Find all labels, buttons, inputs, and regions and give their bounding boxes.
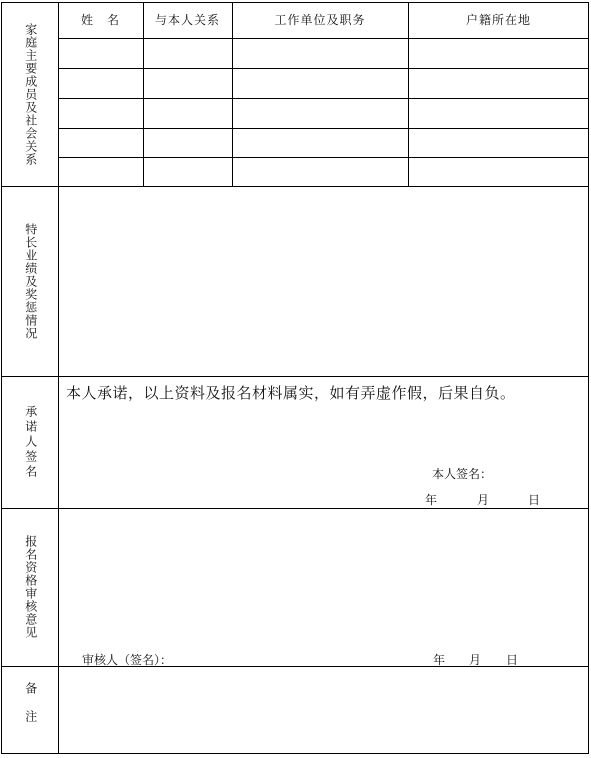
column-header-relation (143, 2, 232, 37)
signature-label: 本人签名： (432, 467, 493, 481)
remarks-section-label-text: 备注 (23, 681, 38, 738)
reviewer-signature-label: 审核人（签名）： (82, 653, 173, 667)
column-header-name-text: 姓 名 (80, 13, 120, 27)
family-row-divider (58, 128, 589, 129)
review-date-day: 日 (506, 653, 519, 667)
column-header-residence (408, 2, 589, 37)
family-section-label-text: 家庭主要成员及社会关系 (23, 22, 38, 166)
commitment-statement: 本人承诺，以上资料及报名材料属实，如有弄虚作假，后果自负。 (66, 384, 516, 402)
family-section-label (1, 2, 59, 186)
commitment-date-day: 日 (528, 493, 541, 507)
border-bottom (1, 753, 589, 754)
remarks-section-label (1, 666, 59, 753)
commitment-section-label-text: 承诺人签名 (23, 404, 38, 480)
family-row-divider (58, 38, 589, 39)
section-divider (1, 508, 589, 509)
commitment-date-month: 月 (477, 493, 490, 507)
review-date-month: 月 (469, 653, 482, 667)
commitment-date-year: 年 (425, 493, 438, 507)
border-right (588, 2, 589, 754)
review-date-year: 年 (433, 653, 446, 667)
column-header-relation-text: 与本人关系 (154, 13, 220, 27)
family-row-divider (58, 68, 589, 69)
review-section-label (1, 508, 59, 666)
column-header-employer-text: 工作单位及职务 (274, 13, 366, 27)
specialty-section-label (1, 186, 59, 376)
section-divider (1, 186, 589, 187)
review-section-label-text: 报名资格审核意见 (23, 535, 38, 639)
family-row-divider (58, 157, 589, 158)
family-row-divider (58, 98, 589, 99)
column-header-employer (232, 2, 408, 37)
commitment-section-label (1, 376, 59, 508)
column-header-residence-text: 户籍所在地 (465, 13, 531, 27)
section-divider (1, 376, 589, 377)
specialty-section-label-text: 特长业绩及奖惩情况 (23, 222, 38, 340)
column-header-name (58, 2, 143, 37)
